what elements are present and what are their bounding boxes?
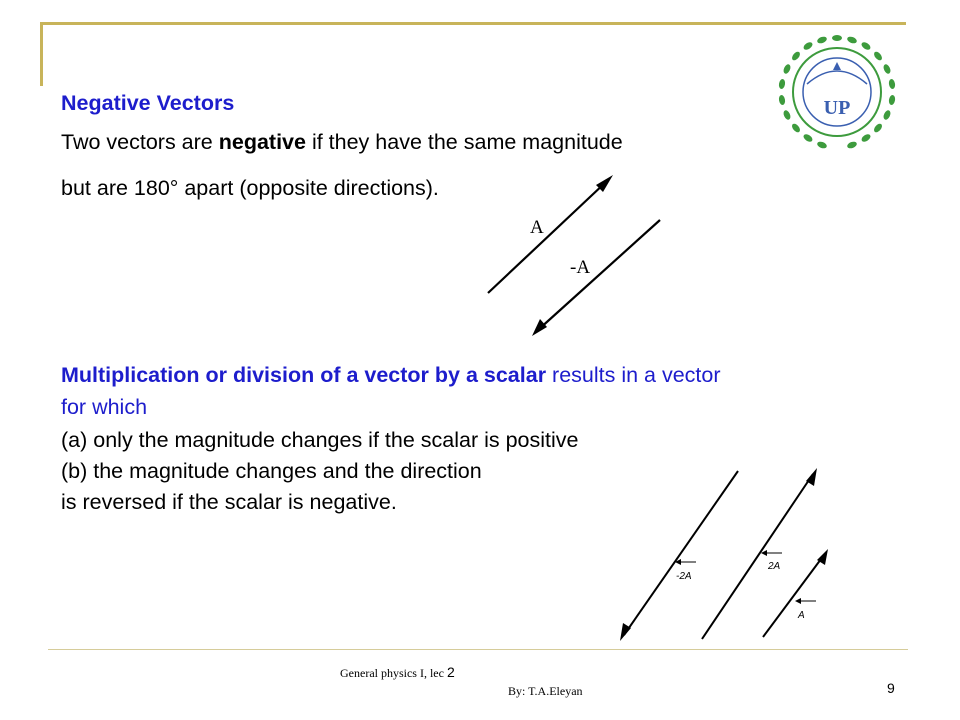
negative-vectors-diagram <box>470 165 670 345</box>
scalar-multiplication-line-1: Multiplication or division of a vector by a scalar results in a vector <box>61 363 721 387</box>
vector-neg-a-label: -A <box>570 257 591 278</box>
vector-2a-label: 2A <box>768 561 781 572</box>
vector-a-label: A <box>530 217 544 238</box>
rule-a-positive-scalar: (a) only the magnitude changes if the scalar is positive <box>61 428 579 452</box>
scalar-multiple-vectors-diagram <box>610 465 850 645</box>
definition-line-2: but are 180° apart (opposite directions). <box>61 176 439 200</box>
rule-b-line-2: is reversed if the scalar is negative. <box>61 490 397 514</box>
slide-frame-left-border <box>40 22 43 86</box>
rule-b-line-1: (b) the magnitude changes and the direction <box>61 459 482 483</box>
university-logo <box>762 28 912 158</box>
page-number: 9 <box>887 680 895 696</box>
vector-neg-2a-label: -2A <box>676 571 692 582</box>
slide-frame-bottom-border <box>48 649 908 650</box>
slide-frame-top-border <box>40 22 906 25</box>
footer-course-title: General physics I, lec 2 <box>340 664 455 680</box>
scalar-multiplication-line-2: for which <box>61 395 148 419</box>
definition-line-1: Two vectors are negative if they have the same magnitude <box>61 130 623 154</box>
logo-monogram: UP <box>823 97 851 119</box>
footer-author: By: T.A.Eleyan <box>508 684 583 698</box>
section-heading-negative-vectors: Negative Vectors <box>61 91 235 115</box>
vector-a-small-label: A <box>798 610 805 621</box>
